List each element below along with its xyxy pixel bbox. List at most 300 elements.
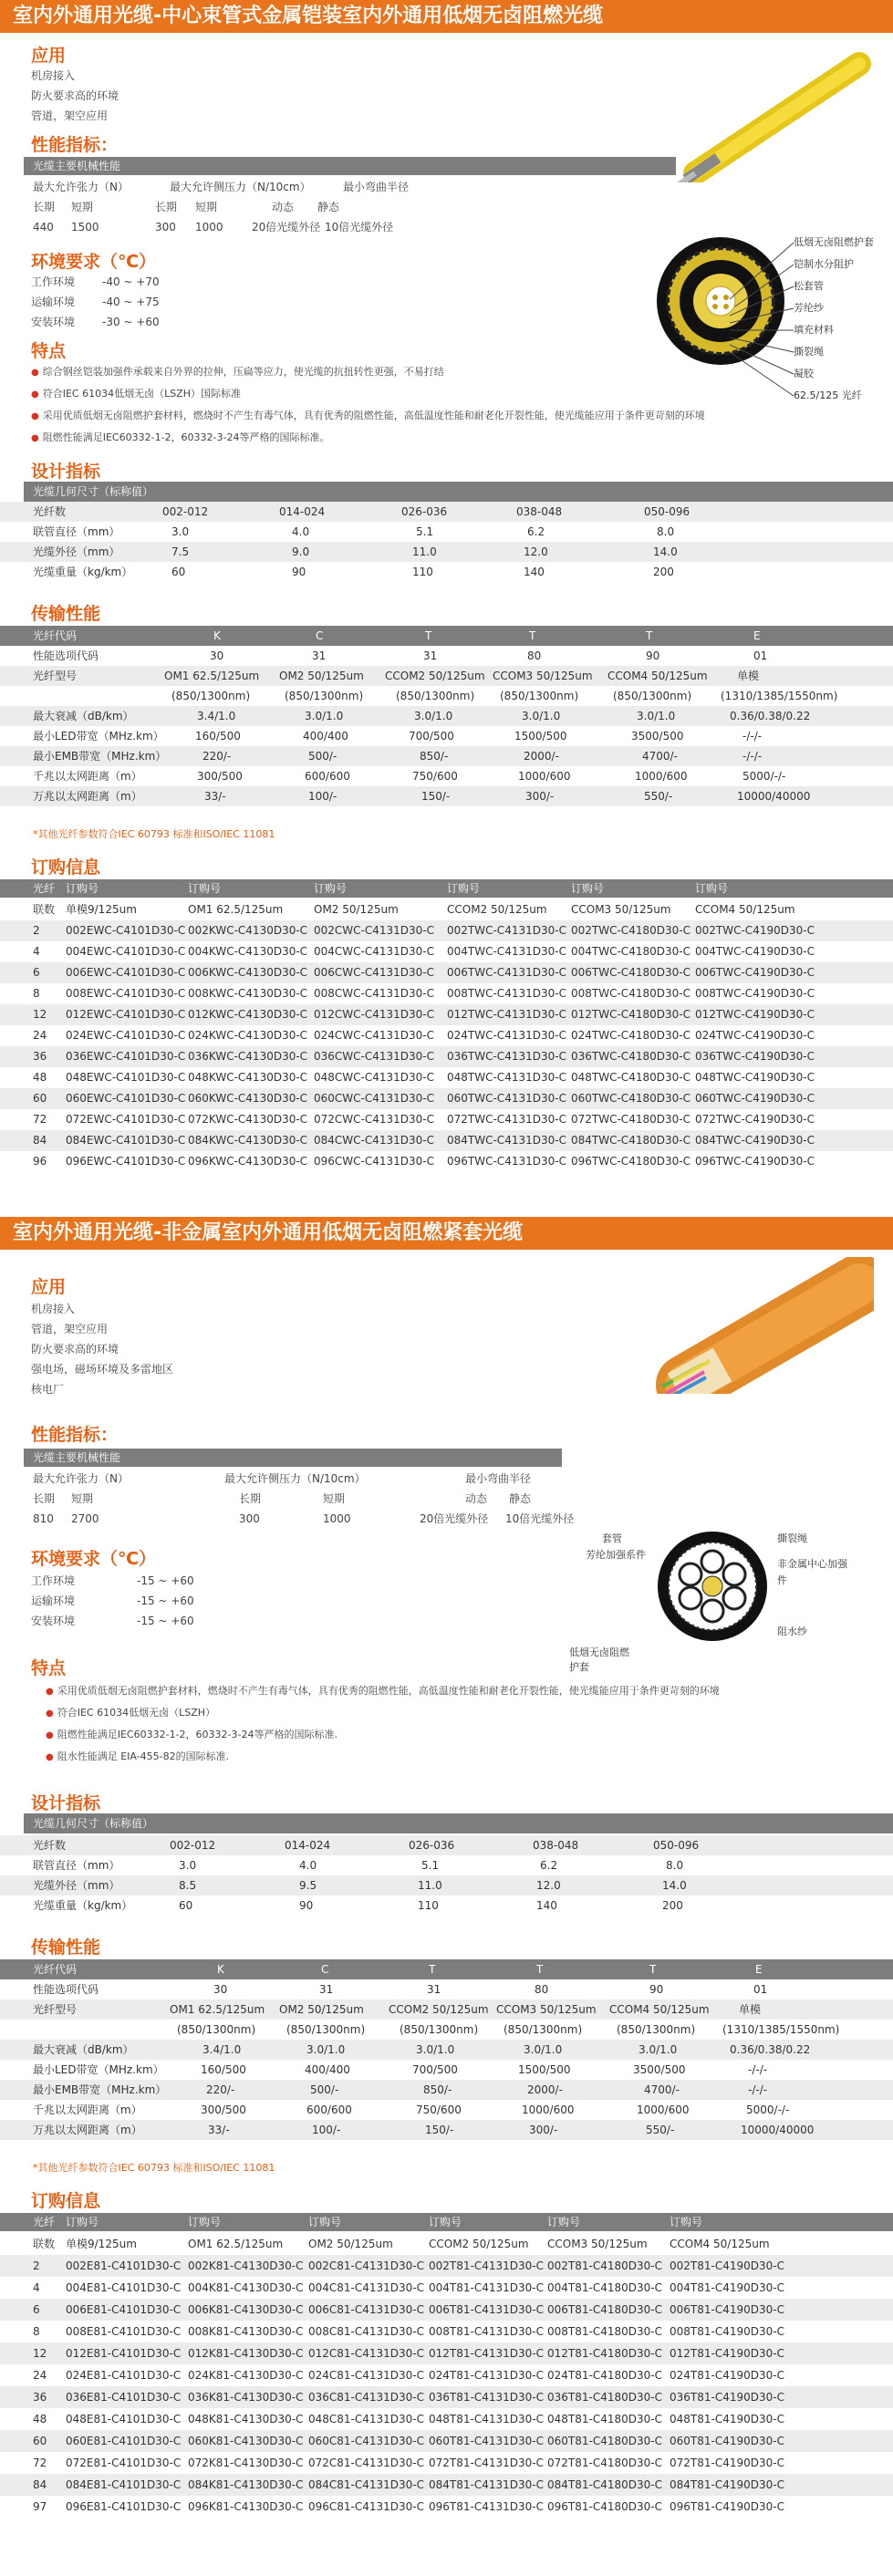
table-cell: 最大衰减（dB/km） — [33, 2043, 134, 2056]
table-row — [0, 542, 893, 562]
table-row — [0, 2474, 893, 2496]
design-heading: 设计指标 — [31, 462, 101, 482]
mech-sub: 短期 — [195, 201, 218, 213]
table-cell: 1500/500 — [518, 2063, 571, 2076]
table-cell: 024TWC-C4180D30-C — [571, 1029, 691, 1042]
diagram-leader-lines — [730, 235, 795, 409]
diagram-label: 套管 — [602, 1532, 622, 1544]
mechanical-bar: 光缆主要机械性能 — [24, 1449, 562, 1467]
table-cell: 004T81-C4180D30-C — [547, 2281, 662, 2294]
table-row — [0, 1046, 893, 1067]
table-cell: 200 — [653, 566, 674, 578]
table-cell: 006KWC-C4130D30-C — [188, 966, 308, 979]
env-value: -15 ~ +60 — [137, 1574, 194, 1587]
table-row — [0, 1875, 893, 1896]
table-cell: 2000/- — [524, 750, 559, 763]
table-cell: 700/500 — [409, 730, 454, 743]
table-cell: C — [321, 1963, 329, 1976]
table-cell: 600/600 — [306, 2103, 352, 2116]
table-cell: E — [755, 1963, 763, 1976]
table-row — [0, 686, 893, 706]
table-cell: 004TWC-C4180D30-C — [571, 945, 691, 958]
table-cell: 036CWC-C4131D30-C — [314, 1050, 434, 1063]
table-cell: 联数 — [33, 2238, 56, 2250]
table-cell: 160/500 — [201, 2063, 246, 2076]
table-cell: 72 — [33, 2457, 47, 2469]
table-cell: 072TWC-C4131D30-C — [447, 1113, 566, 1126]
mech-val: 300 — [155, 221, 176, 234]
table-cell: 光缆外径（mm） — [33, 545, 120, 558]
table-cell: 084EWC-C4101D30-C — [66, 1134, 186, 1147]
table-cell: 096K81-C4130D30-C — [188, 2500, 304, 2513]
table-row — [0, 899, 893, 920]
table-cell: -/-/- — [748, 2063, 768, 2076]
table-cell: 048CWC-C4131D30-C — [314, 1071, 434, 1084]
table-cell: 012TWC-C4131D30-C — [447, 1008, 566, 1021]
table-cell: 096C81-C4131D30-C — [308, 2500, 425, 2513]
table-cell: 096T81-C4131D30-C — [429, 2500, 544, 2513]
table-cell: 最小EMB带宽（MHz.km） — [33, 2083, 167, 2096]
table-cell: 2000/- — [527, 2083, 563, 2096]
table-cell: 048T81-C4190D30-C — [670, 2413, 784, 2425]
table-cell: 14.0 — [653, 545, 678, 558]
table-header — [0, 2213, 893, 2231]
table-cell: 004KWC-C4130D30-C — [188, 945, 308, 958]
table-cell: -/-/- — [742, 750, 763, 763]
mech-col: 最大允许张力（N） — [33, 1472, 129, 1485]
mech-sub: 长期 — [155, 201, 178, 213]
performance-heading: 性能指标： — [31, 135, 119, 155]
table-cell: 14.0 — [662, 1879, 687, 1892]
table-cell: 千兆以太网距离（m） — [33, 770, 142, 783]
table-cell: 024KWC-C4130D30-C — [188, 1029, 308, 1042]
table-cell: 90 — [292, 566, 306, 578]
diagram-label: 低烟无卤阻燃护套 — [794, 236, 874, 248]
table-row — [0, 2020, 893, 2040]
transmission-note: *其他光纤参数符合IEC 60793 标准和ISO/IEC 11081 — [33, 828, 275, 840]
env-value: -30 ~ +60 — [102, 316, 160, 328]
table-row — [0, 2342, 893, 2364]
feature-item: ● 阻燃性能满足IEC60332-1-2，60332-3-24等严格的国际标准. — [46, 1724, 830, 1746]
table-cell: 002E81-C4101D30-C — [66, 2259, 182, 2272]
table-row — [0, 2299, 893, 2321]
mech-val: 300 — [239, 1512, 260, 1525]
table-cell: 036T81-C4131D30-C — [429, 2391, 544, 2404]
diagram-label: 撕裂绳 — [777, 1532, 807, 1544]
env-label: 运输环境 — [31, 296, 76, 308]
table-cell: 850/- — [420, 750, 449, 763]
table-cell: 048TWC-C4180D30-C — [571, 1071, 691, 1084]
table-row — [0, 962, 893, 983]
table-row — [0, 2496, 893, 2518]
table-cell: 100/- — [312, 2124, 341, 2136]
env-label: 安装环境 — [31, 316, 76, 328]
product-section-1 — [0, 0, 893, 1186]
table-cell: 008TWC-C4190D30-C — [695, 987, 815, 1000]
table-cell: 80 — [527, 649, 542, 662]
table-cell: 002T81-C4180D30-C — [547, 2259, 662, 2272]
table-cell: 048E81-C4101D30-C — [66, 2413, 182, 2425]
table-cell: 2 — [33, 924, 40, 937]
mech-sub: 静态 — [317, 201, 340, 213]
diagram-label: 凝胶 — [794, 368, 814, 379]
table-cell: (850/1300nm) — [617, 2023, 696, 2036]
table-cell: 10000/40000 — [737, 790, 811, 803]
table-cell: K — [213, 629, 221, 642]
table-cell: 084C81-C4131D30-C — [308, 2478, 425, 2491]
table-cell: 004EWC-C4101D30-C — [66, 945, 186, 958]
table-cell: 9.0 — [292, 545, 310, 558]
mech-val: 2700 — [71, 1512, 99, 1525]
table-cell: OM1 62.5/125um — [164, 670, 260, 682]
table-cell: 750/600 — [416, 2103, 462, 2116]
table-cell: 11.0 — [412, 545, 437, 558]
table-cell: 006E81-C4101D30-C — [66, 2303, 182, 2316]
mech-col: 最大允许侧压力（N/10cm） — [170, 181, 311, 193]
table-cell: 002T81-C4190D30-C — [670, 2259, 784, 2272]
table-cell: 008EWC-C4101D30-C — [66, 987, 186, 1000]
table-cell: 联管直径（mm） — [33, 1859, 120, 1872]
table-cell: 072T81-C4190D30-C — [670, 2457, 784, 2469]
mech-val: 20倍光缆外径 — [420, 1512, 489, 1525]
env-value: -15 ~ +60 — [137, 1594, 194, 1607]
table-cell: 性能选项代码 — [33, 1983, 99, 1996]
table-cell: 006TWC-C4180D30-C — [571, 966, 691, 979]
table-cell: 002-012 — [170, 1839, 216, 1852]
table-cell: 6 — [33, 2303, 40, 2316]
application-item: 管道，架空应用 — [31, 109, 109, 122]
table-cell: 31 — [319, 1983, 334, 1996]
table-cell: 3.4/1.0 — [202, 2043, 242, 2056]
table-cell: 014-024 — [279, 505, 326, 518]
diagram-label: 低烟无卤阻燃护套 — [569, 1646, 629, 1673]
env-label: 工作环境 — [31, 275, 76, 288]
table-row — [0, 1151, 893, 1172]
table-cell: -/-/- — [742, 730, 763, 743]
table-cell: 2 — [33, 2259, 40, 2272]
table-cell: 订购号 — [429, 2216, 462, 2228]
table-cell: (850/1300nm) — [177, 2023, 256, 2036]
table-cell: 002TWC-C4190D30-C — [695, 924, 815, 937]
mech-val: 20倍光缆外径 — [252, 221, 321, 234]
table-cell: 006EWC-C4101D30-C — [66, 966, 186, 979]
table-cell: 3.4/1.0 — [197, 710, 236, 722]
table-cell: 光纤代码 — [33, 629, 78, 642]
table-cell: T — [646, 629, 653, 642]
table-cell: 008E81-C4101D30-C — [66, 2325, 182, 2338]
table-cell: 072T81-C4131D30-C — [429, 2457, 544, 2469]
environment-heading: 环境要求（℃） — [31, 252, 157, 272]
table-cell: 光缆外径（mm） — [33, 1879, 120, 1892]
table-cell: 万兆以太网距离（m） — [33, 790, 142, 803]
table-cell: 光纤型号 — [33, 670, 78, 682]
table-cell: (850/1300nm) — [500, 690, 579, 702]
mech-sub: 长期 — [33, 201, 56, 213]
mech-sub: 动态 — [272, 201, 295, 213]
table-row — [0, 646, 893, 666]
table-cell: 性能选项代码 — [33, 649, 99, 662]
table-cell: 072E81-C4101D30-C — [66, 2457, 182, 2469]
transmission-heading: 传输性能 — [31, 1937, 101, 1958]
env-row — [31, 312, 305, 332]
table-cell: 004CWC-C4131D30-C — [314, 945, 434, 958]
table-cell: 36 — [33, 1050, 47, 1063]
table-cell: 90 — [649, 1983, 664, 1996]
table-row — [0, 983, 893, 1004]
table-cell: 700/500 — [412, 2063, 458, 2076]
table-cell: 048TWC-C4190D30-C — [695, 1071, 815, 1084]
table-cell: 008TWC-C4180D30-C — [571, 987, 691, 1000]
table-row — [0, 2364, 893, 2386]
environment-list — [31, 1571, 305, 1631]
table-cell: 3.0/1.0 — [416, 2043, 455, 2056]
table-cell: 8.5 — [179, 1879, 197, 1892]
table-cell: 002EWC-C4101D30-C — [66, 924, 186, 937]
application-item: 强电场，磁场环境及多雷地区 — [31, 1363, 174, 1376]
section-2-title: 室内外通用光缆-非金属室内外通用低烟无卤阻燃紧套光缆 — [0, 1217, 893, 1250]
table-row — [0, 1855, 893, 1875]
mechanical-columns — [33, 177, 671, 197]
table-cell: 光缆重量（kg/km） — [33, 1899, 133, 1912]
order-rows-2 — [0, 2233, 893, 2534]
table-cell: (850/1300nm) — [396, 690, 475, 702]
mech-sub: 短期 — [323, 1492, 346, 1505]
mech-val: 440 — [33, 221, 54, 234]
mech-sub: 动态 — [465, 1492, 488, 1505]
table-cell: 3.0/1.0 — [305, 710, 344, 722]
table-cell: CCOM2 50/125um — [429, 2238, 529, 2250]
feature-item: ● 符合IEC 61034低烟无卤（LSZH）国际标准 — [31, 383, 779, 405]
features-list — [31, 361, 779, 449]
table-cell: 万兆以太网距离（m） — [33, 2124, 142, 2136]
env-row — [31, 1591, 305, 1611]
table-cell: (850/1300nm) — [613, 690, 692, 702]
table-cell: 050-096 — [644, 505, 691, 518]
table-cell: 026-036 — [401, 505, 448, 518]
table-cell: CCOM3 50/125um — [493, 670, 593, 682]
table-cell: 6.2 — [540, 1859, 558, 1872]
diagram-label: 阻水纱 — [777, 1626, 807, 1637]
table-cell: 订购号 — [188, 2216, 222, 2228]
table-cell: 036T81-C4190D30-C — [670, 2391, 784, 2404]
table-cell: T — [649, 1963, 657, 1976]
table-cell: 联管直径（mm） — [33, 525, 120, 538]
table-cell: 012KWC-C4130D30-C — [188, 1008, 308, 1021]
table-cell: 004T81-C4190D30-C — [670, 2281, 784, 2294]
table-cell: 036K81-C4130D30-C — [188, 2391, 304, 2404]
table-cell: OM1 62.5/125um — [170, 2003, 265, 2016]
table-row — [0, 1979, 893, 2000]
transmission-note: *其他光纤参数符合IEC 60793 标准和ISO/IEC 11081 — [33, 2162, 275, 2174]
table-cell: 400/400 — [303, 730, 348, 743]
table-cell: 9.5 — [299, 1879, 317, 1892]
table-cell: 单模9/125um — [66, 903, 137, 916]
table-cell: 84 — [33, 2478, 47, 2491]
table-row — [0, 2386, 893, 2408]
env-value: -40 ~ +75 — [102, 296, 160, 308]
table-cell: 3.0/1.0 — [414, 710, 453, 722]
table-row — [0, 2321, 893, 2342]
table-cell: 550/- — [646, 2124, 675, 2136]
table-cell: CCOM2 50/125um — [447, 903, 547, 916]
diagram-label: 松套管 — [794, 280, 824, 292]
table-cell: 024K81-C4130D30-C — [188, 2369, 304, 2382]
table-cell: 096CWC-C4131D30-C — [314, 1155, 434, 1168]
table-cell: 096KWC-C4130D30-C — [188, 1155, 308, 1168]
mech-val: 10倍光缆外径 — [325, 221, 394, 234]
table-row — [0, 2430, 893, 2452]
table-cell: 200 — [662, 1899, 683, 1912]
performance-heading: 性能指标： — [31, 1425, 119, 1445]
features-heading: 特点 — [31, 341, 67, 361]
table-row — [0, 1088, 893, 1109]
table-cell: 072EWC-C4101D30-C — [66, 1113, 186, 1126]
table-cell: 072K81-C4130D30-C — [188, 2457, 304, 2469]
table-cell: 012T81-C4131D30-C — [429, 2347, 544, 2360]
table-cell: C — [316, 629, 324, 642]
table-row — [0, 562, 893, 582]
table-cell: 084CWC-C4131D30-C — [314, 1134, 434, 1147]
table-cell: 002-012 — [162, 505, 209, 518]
table-cell: 006K81-C4130D30-C — [188, 2303, 304, 2316]
table-cell: T — [536, 1963, 544, 1976]
application-item: 机房接入 — [31, 69, 76, 82]
table-cell: 096TWC-C4131D30-C — [447, 1155, 566, 1168]
table-cell: (850/1300nm) — [400, 2023, 479, 2036]
mech-val: 10倍光缆外径 — [505, 1512, 575, 1525]
table-cell: 3.0/1.0 — [639, 2043, 678, 2056]
table-cell: 024TWC-C4131D30-C — [447, 1029, 566, 1042]
env-label: 工作环境 — [31, 1574, 76, 1587]
table-cell: 012E81-C4101D30-C — [66, 2347, 182, 2360]
table-cell: 060TWC-C4180D30-C — [571, 1092, 691, 1105]
table-cell: 036KWC-C4130D30-C — [188, 1050, 308, 1063]
table-cell: 002TWC-C4131D30-C — [447, 924, 566, 937]
table-cell: 002C81-C4131D30-C — [308, 2259, 425, 2272]
table-cell: 1000/600 — [518, 770, 571, 783]
table-cell: 084T81-C4131D30-C — [429, 2478, 544, 2491]
table-cell: 140 — [536, 1899, 557, 1912]
table-cell: E — [753, 629, 761, 642]
table-cell: (1310/1385/1550nm) — [721, 690, 838, 702]
table-row — [0, 1004, 893, 1025]
table-cell: 0.36/0.38/0.22 — [730, 2043, 811, 2056]
table-cell: 048EWC-C4101D30-C — [66, 1071, 186, 1084]
table-cell: CCOM2 50/125um — [389, 2003, 489, 2016]
table-cell: 026-036 — [409, 1839, 455, 1852]
table-cell: 订购号 — [695, 882, 729, 895]
table-row — [0, 1025, 893, 1046]
table-cell: 060TWC-C4131D30-C — [447, 1092, 566, 1105]
table-cell: 订购号 — [547, 2216, 581, 2228]
table-cell: (850/1300nm) — [286, 2023, 366, 2036]
table-cell: 048C81-C4131D30-C — [308, 2413, 425, 2425]
table-cell: 014-024 — [285, 1839, 331, 1852]
table-cell: 002CWC-C4131D30-C — [314, 924, 434, 937]
table-cell: 单模9/125um — [66, 2238, 137, 2250]
design-bar: 光缆几何尺寸（标称值） — [24, 1813, 893, 1833]
diagram-labels — [794, 232, 874, 407]
table-cell: 004TWC-C4190D30-C — [695, 945, 815, 958]
table-cell: 1000/600 — [635, 770, 688, 783]
table-cell: 096T81-C4190D30-C — [670, 2500, 784, 2513]
table-cell: 单模 — [739, 2003, 762, 2016]
mech-sub: 长期 — [33, 1492, 56, 1505]
table-cell: 400/400 — [305, 2063, 350, 2076]
table-cell: 最大衰减（dB/km） — [33, 710, 134, 722]
cable-cross-section-diagram — [653, 1527, 772, 1646]
mechanical-columns — [33, 1469, 580, 1489]
features-heading: 特点 — [31, 1658, 67, 1678]
table-cell: 008KWC-C4130D30-C — [188, 987, 308, 1000]
table-cell: 光缆重量（kg/km） — [33, 566, 133, 578]
table-cell: 97 — [33, 2500, 47, 2513]
table-row — [0, 2233, 893, 2255]
table-cell: 002TWC-C4180D30-C — [571, 924, 691, 937]
table-row — [0, 1130, 893, 1151]
table-cell: (850/1300nm) — [171, 690, 251, 702]
table-cell: 060KWC-C4130D30-C — [188, 1092, 308, 1105]
table-cell: 72 — [33, 1113, 47, 1126]
mech-col: 最小弯曲半径 — [343, 181, 410, 193]
table-cell: 072KWC-C4130D30-C — [188, 1113, 308, 1126]
table-cell: 084TWC-C4180D30-C — [571, 1134, 691, 1147]
table-cell: 12.0 — [524, 545, 548, 558]
table-cell: 008K81-C4130D30-C — [188, 2325, 304, 2338]
table-cell: 最小EMB带宽（MHz.km） — [33, 750, 167, 763]
table-cell: 84 — [33, 1134, 47, 1147]
table-cell: 012K81-C4130D30-C — [188, 2347, 304, 2360]
table-cell: 100/- — [308, 790, 337, 803]
table-cell: 850/- — [423, 2083, 452, 2096]
table-cell: 4.0 — [299, 1859, 317, 1872]
feature-item: ● 综合钢丝铠装加强件承载来自外界的拉伸，压扁等应力，使光缆的抗扭转性更强，不易打结 — [31, 361, 779, 383]
table-cell: 最小LED带宽（MHz.km） — [33, 730, 164, 743]
mech-val: 1000 — [323, 1512, 351, 1525]
table-cell: 036T81-C4180D30-C — [547, 2391, 662, 2404]
table-cell: 60 — [33, 2435, 47, 2447]
table-cell: 036C81-C4131D30-C — [308, 2391, 425, 2404]
armored-cable-image — [668, 36, 887, 182]
table-row — [0, 766, 893, 786]
table-cell: 024E81-C4101D30-C — [66, 2369, 182, 2382]
table-cell: 12.0 — [536, 1879, 561, 1892]
table-cell: T — [429, 1963, 436, 1976]
table-cell: 5000/-/- — [746, 2103, 790, 2116]
table-cell: 3.0 — [179, 1859, 197, 1872]
env-row — [31, 1611, 305, 1631]
table-cell: 30 — [210, 649, 224, 662]
table-cell: 8 — [33, 987, 40, 1000]
env-row — [31, 272, 305, 292]
diagram-labels-left — [586, 1531, 646, 1563]
table-cell: 光纤型号 — [33, 2003, 78, 2016]
table-cell: 060EWC-C4101D30-C — [66, 1092, 186, 1105]
table-cell: 036TWC-C4180D30-C — [571, 1050, 691, 1063]
table-cell: 004C81-C4131D30-C — [308, 2281, 425, 2294]
table-row — [0, 2060, 893, 2080]
table-cell: 096TWC-C4180D30-C — [571, 1155, 691, 1168]
table-cell: 90 — [299, 1899, 314, 1912]
diagram-label: 非金属中心加强件 — [777, 1558, 847, 1586]
table-cell: 光纤 — [33, 2216, 56, 2228]
table-cell: OM2 50/125um — [279, 2003, 364, 2016]
table-cell: 4.0 — [292, 525, 310, 538]
table-cell: 300/- — [529, 2124, 558, 2136]
table-cell: 30 — [213, 1983, 228, 1996]
table-cell: OM2 50/125um — [308, 2238, 393, 2250]
table-cell: CCOM4 50/125um — [607, 670, 708, 682]
